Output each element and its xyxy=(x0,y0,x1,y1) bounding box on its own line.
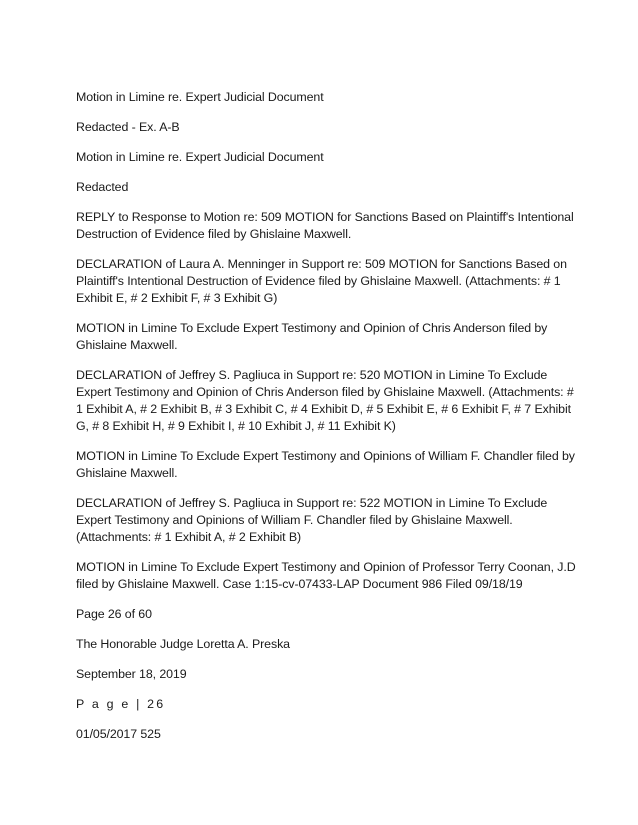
document-body xyxy=(76,89,576,756)
paragraph-declaration-pagliuca-520: DECLARATION of Jeffrey S. Pagliuca in Support re: 520 MOTION in Limine To Exclude Expert Testimony and Opinion of Chris Anderson filed by Ghislaine Maxwell. (Attachments: # 1 Exhibit A, # 2 Exhibit B, # 3 Exhibit C, # 4 Exhibit D, # 5 Exhibit E, # 6 Exhibit F, # 7 Exhibit G, # 8 Exhibit H, # 9 Exhibit I, # 10 Exhibit J, # 11 Exhibit K) xyxy=(76,368,574,433)
judge-name: The Honorable Judge Loretta A. Preska xyxy=(76,637,290,651)
paragraph-redacted-ex: Redacted - Ex. A-B xyxy=(76,120,180,134)
paragraph-motion-limine-2: Motion in Limine re. Expert Judicial Document xyxy=(76,150,324,164)
page-count: Page 26 of 60 xyxy=(76,607,152,621)
paragraph-declaration-menninger: DECLARATION of Laura A. Menninger in Support re: 509 MOTION for Sanctions Based on Plaintiff's Intentional Destruction of Evidence filed by Ghislaine Maxwell. (Attachments: # 1 Exhibit E, # 2 Exhibit F, # 3 Exhibit G) xyxy=(76,257,567,305)
docket-entry: 01/05/2017 525 xyxy=(76,727,161,741)
paragraph-redacted: Redacted xyxy=(76,180,129,194)
paragraph-motion-limine-1: Motion in Limine re. Expert Judicial Document xyxy=(76,90,324,104)
paragraph-motion-anderson: MOTION in Limine To Exclude Expert Testimony and Opinion of Chris Anderson filed by Ghislaine Maxwell. xyxy=(76,321,548,352)
page-number-label: P a g e | 26 xyxy=(76,697,166,711)
paragraph-declaration-pagliuca-522: DECLARATION of Jeffrey S. Pagliuca in Support re: 522 MOTION in Limine To Exclude Expert Testimony and Opinions of William F. Chandler filed by Ghislaine Maxwell. (Attachments: # 1 Exhibit A, # 2 Exhibit B) xyxy=(76,496,548,544)
paragraph-motion-chandler: MOTION in Limine To Exclude Expert Testimony and Opinions of William F. Chandler filed by Ghislaine Maxwell. xyxy=(76,449,575,480)
paragraph-motion-coonan: MOTION in Limine To Exclude Expert Testimony and Opinion of Professor Terry Coonan, J.D filed by Ghislaine Maxwell. Case 1:15-cv-07433-LAP Document 986 Filed 09/18/19 xyxy=(76,560,576,591)
document-date: September 18, 2019 xyxy=(76,667,187,681)
paragraph-reply: REPLY to Response to Motion re: 509 MOTION for Sanctions Based on Plaintiff's Intentional Destruction of Evidence filed by Ghislaine Maxwell. xyxy=(76,210,574,241)
